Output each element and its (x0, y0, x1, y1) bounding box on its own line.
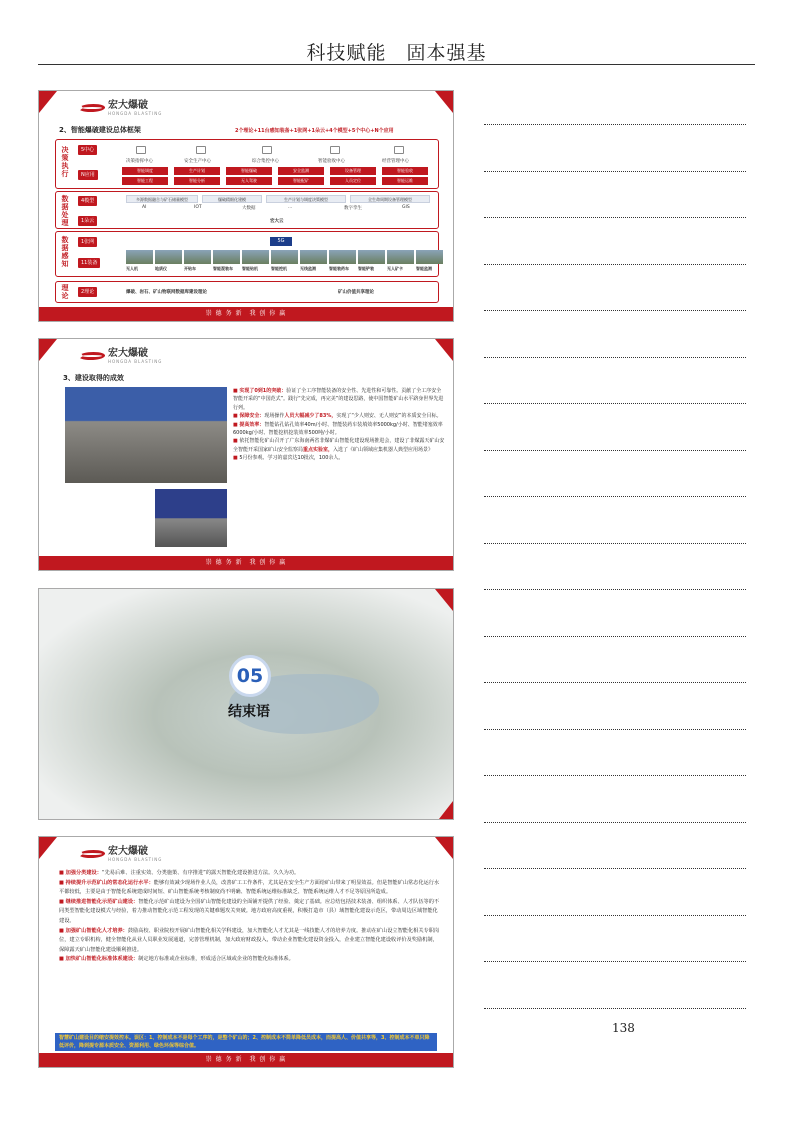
header-rule (38, 64, 755, 65)
note-line (484, 589, 746, 590)
tech-twin-label: 数字孪生 (344, 206, 362, 211)
note-line (484, 1008, 746, 1009)
app-box: 安全监测 (278, 167, 324, 175)
slide-subtitle: 2个理论+11台感知装备+1张网+1朵云+4个模型+5个中心+N个应用 (235, 128, 394, 134)
slide-title: 3、建设取得的成效 (63, 374, 124, 382)
model-box: 生产计划与调度决策模型 (266, 195, 346, 203)
app-box: 智能工程 (122, 177, 168, 185)
note-line (484, 124, 746, 125)
5g-badge: 5G (270, 237, 292, 246)
section-title: 结束语 (228, 704, 270, 720)
note-line (484, 543, 746, 544)
theory-label: 矿山价值共享理论 (338, 290, 374, 295)
note-line (484, 682, 746, 683)
layer-label: 理论 (61, 284, 69, 300)
corner-decoration (435, 837, 453, 859)
monitor-icon (196, 146, 206, 154)
equipment-photo (213, 250, 240, 264)
corner-decoration (39, 91, 57, 113)
center-label: 决策指挥中心 (126, 159, 153, 164)
tech-more-label: ... (288, 205, 293, 210)
note-line (484, 775, 746, 776)
equipment-label: 智能钻机 (242, 266, 258, 271)
app-box: 无人驾驶 (226, 177, 272, 185)
corner-decoration (39, 837, 57, 859)
corner-decoration (39, 339, 57, 361)
summary-band: 智慧矿山建设目的缩安提效控本。误区：1、控制成本不是每个工序的，是整个矿山的；2、控制成本不简单降低员成本，而提高人、价值共享等，3、控制成本不单只降低评价，降到提专源本质安全、资源利用、绿色环保等综合值。 (55, 1033, 437, 1051)
equipment-label: 无人矿卡 (387, 266, 403, 271)
equipment-label: 地质仪 (155, 266, 167, 271)
layer-tag: 2理论 (78, 287, 97, 297)
layer-label: 数据处理 (61, 195, 69, 227)
tech-bigdata-label: 大数据 (242, 206, 256, 211)
app-box: 生产计划 (174, 167, 220, 175)
layer-label: 数据感知 (61, 236, 69, 268)
note-line (484, 915, 746, 916)
equipment-label: 智能挖机 (271, 266, 287, 271)
note-line (484, 403, 746, 404)
slide-title: 2、智能爆破建设总体框架 (59, 126, 141, 134)
chart-icon (394, 146, 404, 154)
layer-tag: 4模型 (78, 196, 97, 206)
note-line (484, 171, 746, 172)
layer-tag: 11装备 (78, 258, 100, 268)
equipment-photo (358, 250, 385, 264)
conclusion-item: ■ 加强分类建设：“先易后难、注重实效、分类施策、有序推进”的露天智能化建设推进方法。久久为功。 (59, 870, 300, 876)
note-line (484, 961, 746, 962)
conference-photo (65, 387, 227, 483)
equipment-photo (184, 250, 211, 264)
center-label: 安全生产中心 (184, 159, 211, 164)
layer-tag: 1张网 (78, 237, 97, 247)
app-box: 智能分析 (174, 177, 220, 185)
equipment-label: 智能监测 (416, 266, 432, 271)
note-line (484, 868, 746, 869)
equipment-label: 智能铲装 (358, 266, 374, 271)
model-box: 多源数据融合与矿石储量模型 (126, 195, 198, 203)
equipment-label: 无人机 (126, 266, 138, 271)
app-box: 设备管理 (330, 167, 376, 175)
slide-results (38, 338, 454, 571)
conclusion-item: ■ 继续推进智能化示范矿山建设：智能化示范矿山建设为全国矿山智能化建设的全面铺开提供了经验、奠定了基础。应总结包括技术装备、组织体系、人才队伍等的不同类型智能化建设模式与经验，着力推动智能化示范工程发现的关键难题攻关突破。地方政府高度重视，积极打造市（县）域智能化建设示范区，带动周边区域智能化建设。 (59, 898, 440, 924)
corner-decoration (435, 339, 453, 361)
app-box: 智能配矿 (278, 177, 324, 185)
center-label: 智能验收中心 (318, 159, 345, 164)
conclusion-item: ■ 持续提升示范矿山的常态化运行水平：能够有效减少现场作业人员，改善矿工工作条件，尤其是在安全生产方面给矿山带来了明显效益。但是智能矿山常态化运行水平都较低，主要是由于智能化系统建成时间短、矿山智能系统考核制度尚不明确、智能系统运维标准缺乏、智能系统运维人才不足等原因所造成。 (59, 879, 440, 896)
equipment-label: 开钻车 (184, 266, 196, 271)
layer-processing (55, 191, 439, 229)
center-label: 经营管理中心 (382, 159, 409, 164)
equipment-photo (242, 250, 269, 264)
note-line (484, 310, 746, 311)
model-box: 全生命周期设备管理模型 (350, 195, 430, 203)
company-logo: 宏大爆破 HONGDA BLASTING (79, 99, 162, 117)
equipment-photo (300, 250, 327, 264)
equipment-photo (271, 250, 298, 264)
slide-footer: 崇 德 务 新 我 创 你 赢 (39, 556, 453, 570)
app-box: 智能爆破 (226, 167, 272, 175)
slide-footer: 崇 德 务 新 我 创 你 赢 (39, 307, 453, 321)
note-line (484, 729, 746, 730)
note-line (484, 357, 746, 358)
tech-gis-label: GIS (402, 205, 410, 210)
cloud-label: 宏大云 (270, 219, 284, 224)
app-box: 智能验收 (382, 167, 428, 175)
equipment-label: 智能混装车 (213, 266, 233, 271)
equipment-label: 无线监测 (300, 266, 316, 271)
note-line (484, 496, 746, 497)
company-logo: 宏大爆破 HONGDA BLASTING (79, 347, 162, 365)
conclusion-item: ■ 加强矿山智能化人才培养：鼓励高校、职业院校开展矿山智能化相关学科建设，加大智能化人才尤其是一线技能人才的培养力度。推动在矿山设立智能化相关专职岗位，建立专职机构，健全智能化从业人员职业发展通道，完善管理机制，加大政府财政投入，带动企业智能化建设资金投入，企业建立智能化建设收评价及奖励机制，保障露天矿山智能化建设顺利推进。 (59, 927, 440, 953)
slide-conclusion (38, 836, 454, 1068)
layer-tag: N应用 (78, 170, 98, 180)
monitor-icon (330, 146, 340, 154)
note-line (484, 264, 746, 265)
equipment-strip (126, 250, 446, 276)
layer-label: 决策执行 (61, 146, 69, 178)
note-line (484, 450, 746, 451)
tech-ai-label: AI (142, 205, 147, 210)
corner-decoration (435, 91, 453, 113)
slide-footer: 崇 德 务 新 我 创 你 赢 (39, 1053, 453, 1067)
equipment-photo (387, 250, 414, 264)
apps-grid (122, 167, 432, 187)
layer-tag: 1朵云 (78, 216, 97, 226)
conclusion-item: ■ 加快矿山智能化标准体系建设：制定地方标准或企业标准，形成适合区域或企业的智能化标准体系。 (59, 956, 294, 963)
equipment-photo (416, 250, 443, 264)
app-box: 智能运维 (382, 177, 428, 185)
note-line (484, 636, 746, 637)
slide-framework (38, 90, 454, 322)
note-line (484, 822, 746, 823)
equipment-photo (329, 250, 356, 264)
theory-label: 爆破、岩石、矿山物联网数据库建设理论 (126, 290, 207, 295)
equipment-photo (126, 250, 153, 264)
app-box: 智能调度 (122, 167, 168, 175)
slide-conclusion-cover (38, 588, 454, 820)
conclusion-list (59, 869, 441, 965)
equipment-label: 智能装药车 (329, 266, 349, 271)
layer-perception (55, 231, 439, 277)
results-text: ■ 实现了0到1的突破：验证了全工序智能装备的安全性、先进性和可靠性。贡献了全工序安全智能开采的“中国范式”。践行“先完成，再完美”的建设思路，使中国智能矿山水平跻身世界先进行列。 ■ 保障安全：现场操作人员大幅减少了83%，实现了“少人则安、无人则安”的本质安全目标。 ■ 提高效率：智能钻孔钻孔效率40m/小时、智能装药车装填效率5000kg/小时、智能堵塞效率6000kg/小时、智能挖机挖装效率500吨/小时。 ■ 依托智能化矿山召开了广东海南两省非煤矿山智能化建设现场推进会，建设了非煤露天矿山安全智能开采国家矿山安全监察局重点实验室，入选了《矿山领域应集机器人典型应用场景》 ■ 5月份参观、学习的嘉宾达10批次，100余人。 (233, 388, 445, 462)
model-box: 爆破精细化建模 (202, 195, 262, 203)
monitor-icon (262, 146, 272, 154)
app-box: 人员定位 (330, 177, 376, 185)
award-photo (155, 489, 227, 547)
center-label: 综合集控中心 (252, 159, 279, 164)
equipment-photo (155, 250, 182, 264)
page-number: 138 (612, 1021, 635, 1035)
section-number: 05 (229, 655, 271, 697)
layer-theory (55, 281, 439, 303)
layer-tag: 5中心 (78, 145, 97, 155)
layer-decision (55, 139, 439, 189)
monitor-icon (136, 146, 146, 154)
page-header: 科技赋能 固本强基 (306, 42, 487, 64)
note-line (484, 217, 746, 218)
tech-iot-label: IOT (194, 205, 202, 210)
company-logo: 宏大爆破 HONGDA BLASTING (79, 845, 162, 863)
